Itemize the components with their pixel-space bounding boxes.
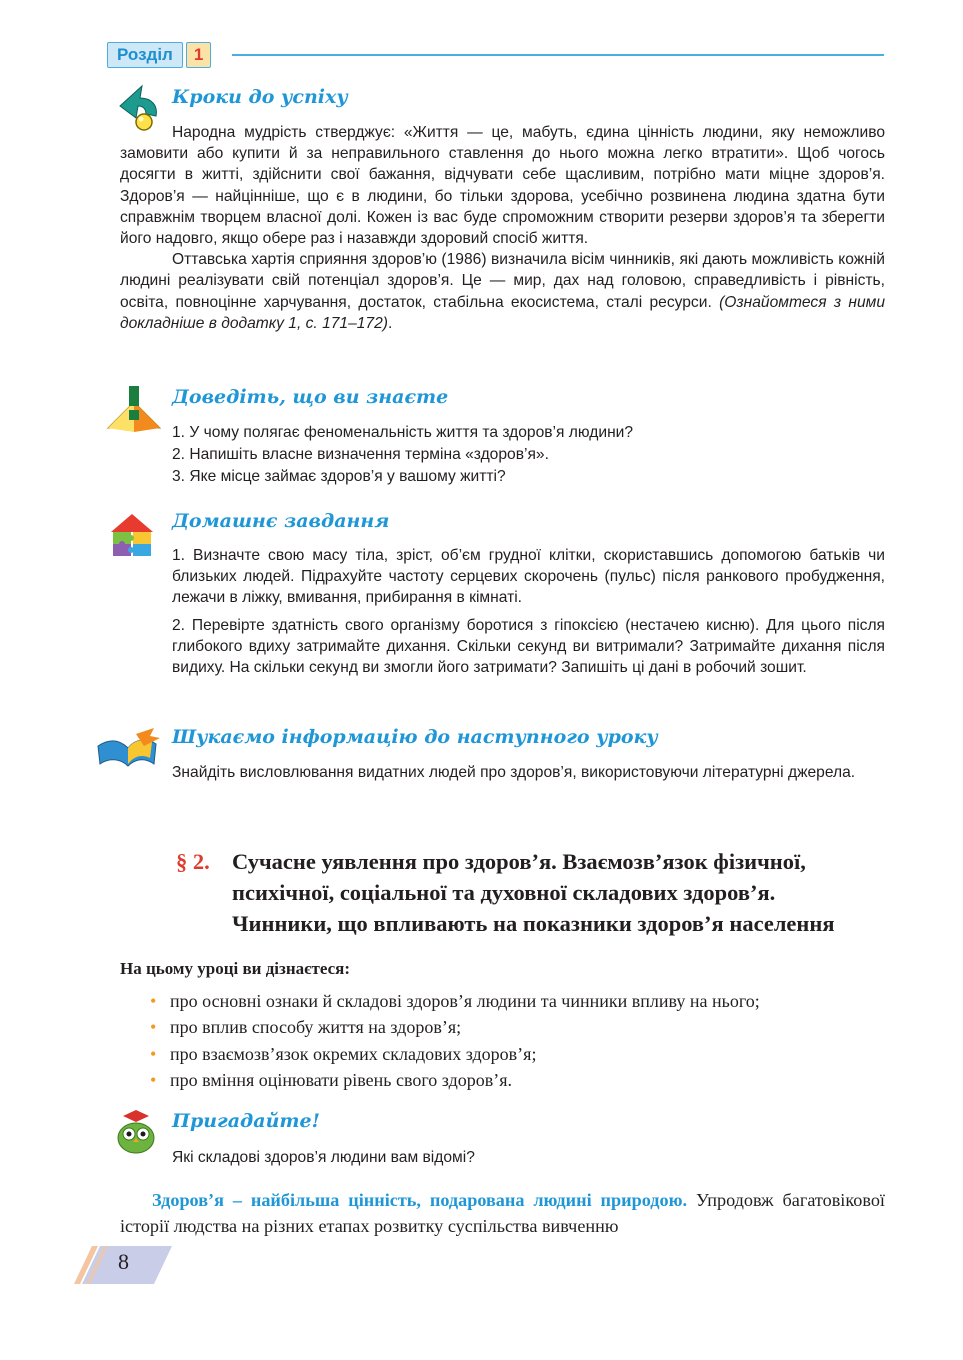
learn-item-text: про вплив способу життя на здоров’я; [170,1017,462,1038]
paragraph-title-line-2: психічної, соціальної та духовної складових здоров’я. [232,880,776,905]
highlight-sentence: Здоров’я – найбільша цінність, подарована людині природою. [152,1190,688,1210]
paragraph-title-line-1: Сучасне уявлення про здоров’я. Взаємозв’язок фізичної, [232,849,806,874]
bullet-dot: • [150,1043,157,1064]
owl-icon [115,1108,157,1154]
appendix-note: (Ознайомтеся з ними докладніше в додатку 1, с. 171–172) [120,293,885,332]
learn-list [150,988,760,1093]
prove-title: Доведіть, що ви знаєте [172,386,449,408]
main-paragraph-text [120,1187,885,1239]
bullet-dot: • [150,991,157,1011]
prove-item-3: 3. Яке місце займає здоров’я у вашому житті? [172,468,506,485]
recall-title: Пригадайте! [172,1110,320,1132]
learn-title: На цьому уроці ви дізнаєтеся: [120,959,351,978]
homework-list [172,545,885,678]
steps-paragraph-2 [120,249,885,334]
prove-item-1: 1. У чому полягає феноменальність життя та здоров’я людини? [172,424,634,441]
chapter-tab [107,42,211,68]
main-paragraph [120,1187,885,1239]
search-text-block [172,762,885,783]
open-book-arrow-icon [96,724,162,770]
homework-title: Домашнє завдання [172,510,390,532]
homework-item-1: 1. Визначте свою масу тіла, зріст, об’єм грудної клітки, скориставшись допомогою батьків чи близьких людей. Підрахуйте частоту серцевих скорочень (пульс) після ранкового пробудження, лежачи в ліжку, вмивання, прибирання в кімнаті. [172,547,885,607]
steps-paragraph-2-text: Оттавська хартія сприяння здоров’ю (1986) визначила вісім чинників, які дають можливість кожній людині реалізувати свій потенціал здоров’я. Це — мир, дах над головою, справедливість і рівність, освіта, повноцінне харчування, достаток, стабільна екосистема, сталі ресурси. [120,251,885,311]
bullet-dot: • [150,1069,157,1090]
appendix-note-end: . [387,314,393,332]
paragraph-number: § 2. [176,849,210,874]
learn-item-text: про вміння оцінювати рівень свого здоров’я. [170,1069,512,1090]
learn-item-2 [150,1014,760,1040]
steps-body [120,122,885,334]
learn-item-text: про взаємозв’язок окремих складових здоров’я; [170,1043,537,1064]
chapter-label: Розділ [107,42,183,68]
learn-item-4 [150,1067,760,1093]
learn-item-1 [150,988,760,1014]
chapter-number: 1 [186,42,211,68]
prove-item-2: 2. Напишіть власне визначення терміна «здоров’я». [172,446,549,463]
puzzle-house-icon [109,512,155,558]
paragraph-title-line-3: Чинники, що впливають на показники здоров’я населення [232,911,835,936]
learn-item-3 [150,1041,760,1067]
prove-list [172,422,885,488]
header-rule [232,54,884,56]
recall-block [172,1147,885,1168]
steps-title: Кроки до успіху [172,86,348,108]
homework-item-2: 2. Перевірте здатність свого організму боротися з гіпоксією (нестачею кисню). Для цього після глибокого вдиху затримайте дихання. Скільки секунд ви витримали? Затримайте дихання після видиху. На скільки секунд ви змогли його затримати? Запишіть ці дані в робочий зошит. [172,616,885,677]
search-title: Шукаємо інформацію до наступного уроку [172,726,658,748]
recall-question: Які складові здоров’я людини вам відомі? [172,1149,475,1166]
bullet-dot: • [150,1017,157,1038]
page-number: 8 [118,1249,129,1274]
search-text: Знайдіть висловлювання видатних людей про здоров’я, використовуючи літературні джерела. [172,764,856,781]
exclamation-pyramid-icon [106,384,162,436]
paragraph-title [232,846,912,939]
learn-item-text: про основні ознаки й складові здоров’я людини та чинники впливу на нього; [170,991,760,1011]
steps-paragraph-1: Народна мудрість стверджує: «Життя — це, мабуть, єдина цінність людини, яку неможливо замовити або купити й за неправильного ставлення до нього можна легко втратити». Щоб чогось досягти в житті, здійснити свої бажання, відчувати себе щасливим, потрібно мати міцне здоров’я. Здоров’я — найцінніше, що є в людини, бо тільки здорова, усебічно розвинена людина здатна бути справжнім творцем власної долі. Кожен із вас буде спроможним створити резерви здоров’я та зберегти його надовго, якщо обере раз і назавжди здоровий спосіб життя. [120,124,885,248]
continuation-text: Упродовж багатовікової історії людства на різних етапах розвитку суспільства вивченню [120,1190,885,1236]
